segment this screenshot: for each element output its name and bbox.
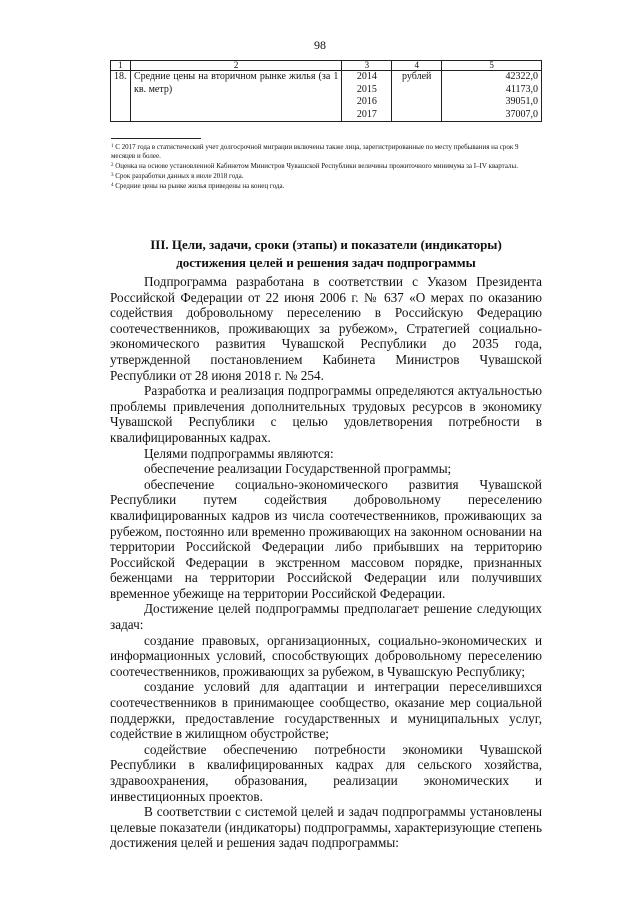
paragraph: Подпрограмма разработана в соответствии с Указом Президента Российской Федерации от 22 июня 2006 г. № 637 «О мерах по оказанию содействия добровольному переселению в Российскую Федерацию соотечественников, проживающих за рубежом», Стратегией социально-экономического развития Чувашской Республики до 2035 года, утвержденной постановлением Кабинета Министров Чувашской Республики от 28 июня 2018 г. № 254. xyxy=(110,274,542,383)
paragraph: Целями подпрограммы являются: xyxy=(144,445,334,461)
year: 2014 xyxy=(356,71,377,82)
year: 2016 xyxy=(356,96,377,107)
footnote-mark: 4 xyxy=(111,183,114,188)
footnote-mark: 3 xyxy=(111,173,114,178)
years-cell xyxy=(342,71,392,122)
paragraph: содействие обеспечению потребности экономики Чувашской Республики в квалифицированных кадрах для сельского хозяйства, здравоохранения, образования, реализации экономических и инвестиционных проектов. xyxy=(110,741,542,804)
table-header-cell: 4 xyxy=(392,61,442,71)
year: 2015 xyxy=(356,83,377,95)
footnote xyxy=(111,142,541,161)
footnote-text: С 2017 года в статистический учет долгосрочной миграции включены также лица, зарегистрированные по месту пребывания на срок 9 месяцев и более. xyxy=(111,143,519,160)
paragraph: обеспечение реализации Государственной программы; xyxy=(144,461,452,477)
value: 42322,0 xyxy=(505,71,538,82)
table-header-row xyxy=(111,61,542,71)
paragraph: обеспечение социально-экономического развития Чувашской Республики путем содействия добровольному переселению квалифицированных кадров из числа соотечественников, проживающих за рубежом, постоянно или временно проживающих на законном основании на территории Российской Федерации либо прибывших на территорию Российской Федерации в экстренном массовом порядке, признанных беженцами на территории Российской Федерации или получивших временное убежище на территории Российской Федерации. xyxy=(110,476,542,601)
row-number: 18. xyxy=(111,71,131,122)
table-header-cell: 1 xyxy=(111,61,131,71)
table-row xyxy=(111,71,542,122)
year: 2017 xyxy=(356,108,377,120)
paragraph: создание условий для адаптации и интеграции переселившихся соотечественников в принимающее сообщество, оказание мер социальной поддержки, предоставление государственных и муниципальных услуг, содействие в жилищном обустройстве; xyxy=(110,679,542,742)
table-header-cell: 5 xyxy=(442,61,542,71)
section-heading-line: III. Цели, задачи, сроки (этапы) и показатели (индикаторы) xyxy=(150,237,502,252)
footnote-text: Оценка на основе установленной Кабинетом Министров Чувашской Республики величины прожиточного минимума за I–IV кварталы. xyxy=(115,162,518,170)
value: 37007,0 xyxy=(505,108,538,120)
section-heading-line: достижения целей и решения задач подпрограммы xyxy=(176,255,476,270)
table-header-cell: 3 xyxy=(342,61,392,71)
paragraph: В соответствии с системой целей и задач подпрограммы установлены целевые показатели (индикаторы) подпрограммы, характеризующие степень достижения целей и решения задач подпрограммы: xyxy=(110,804,542,851)
indicator-table xyxy=(110,60,542,122)
value: 39051,0 xyxy=(505,96,538,107)
footnote-mark: 2 xyxy=(111,163,114,168)
paragraph: создание правовых, организационных, социально-экономических и информационных условий, способствующих добровольному переселению соотечественников, проживающих за рубежом, в Чувашскую Республику; xyxy=(110,632,542,679)
footnote xyxy=(111,161,541,171)
paragraph: Разработка и реализация подпрограммы определяются актуальностью проблемы привлечения дополнительных трудовых ресурсов в экономику Чувашской Республики с целью удовлетворения потребности в квалифицированных кадрах. xyxy=(110,383,542,445)
indicator-name: Средние цены на вторичном рынке жилья (за 1 кв. метр) xyxy=(130,71,341,122)
footnote-divider xyxy=(111,138,201,139)
footnote-mark: 1 xyxy=(111,144,114,149)
value: 41173,0 xyxy=(505,83,538,95)
footnote-text: Срок разработки данных в июле 2018 года. xyxy=(115,172,244,180)
footnotes xyxy=(111,142,541,191)
page-number: 98 xyxy=(314,38,326,52)
footnote-text: Средние цены на рынке жилья приведены на конец года. xyxy=(115,182,285,190)
unit-cell: рублей xyxy=(392,71,442,122)
values-cell xyxy=(442,71,542,122)
section-heading xyxy=(110,236,542,272)
paragraph: Достижение целей подпрограммы предполагает решение следующих задач: xyxy=(110,601,542,633)
body-text xyxy=(110,274,542,851)
table-header-cell: 2 xyxy=(130,61,341,71)
footnote xyxy=(111,171,541,181)
footnote xyxy=(111,181,541,191)
